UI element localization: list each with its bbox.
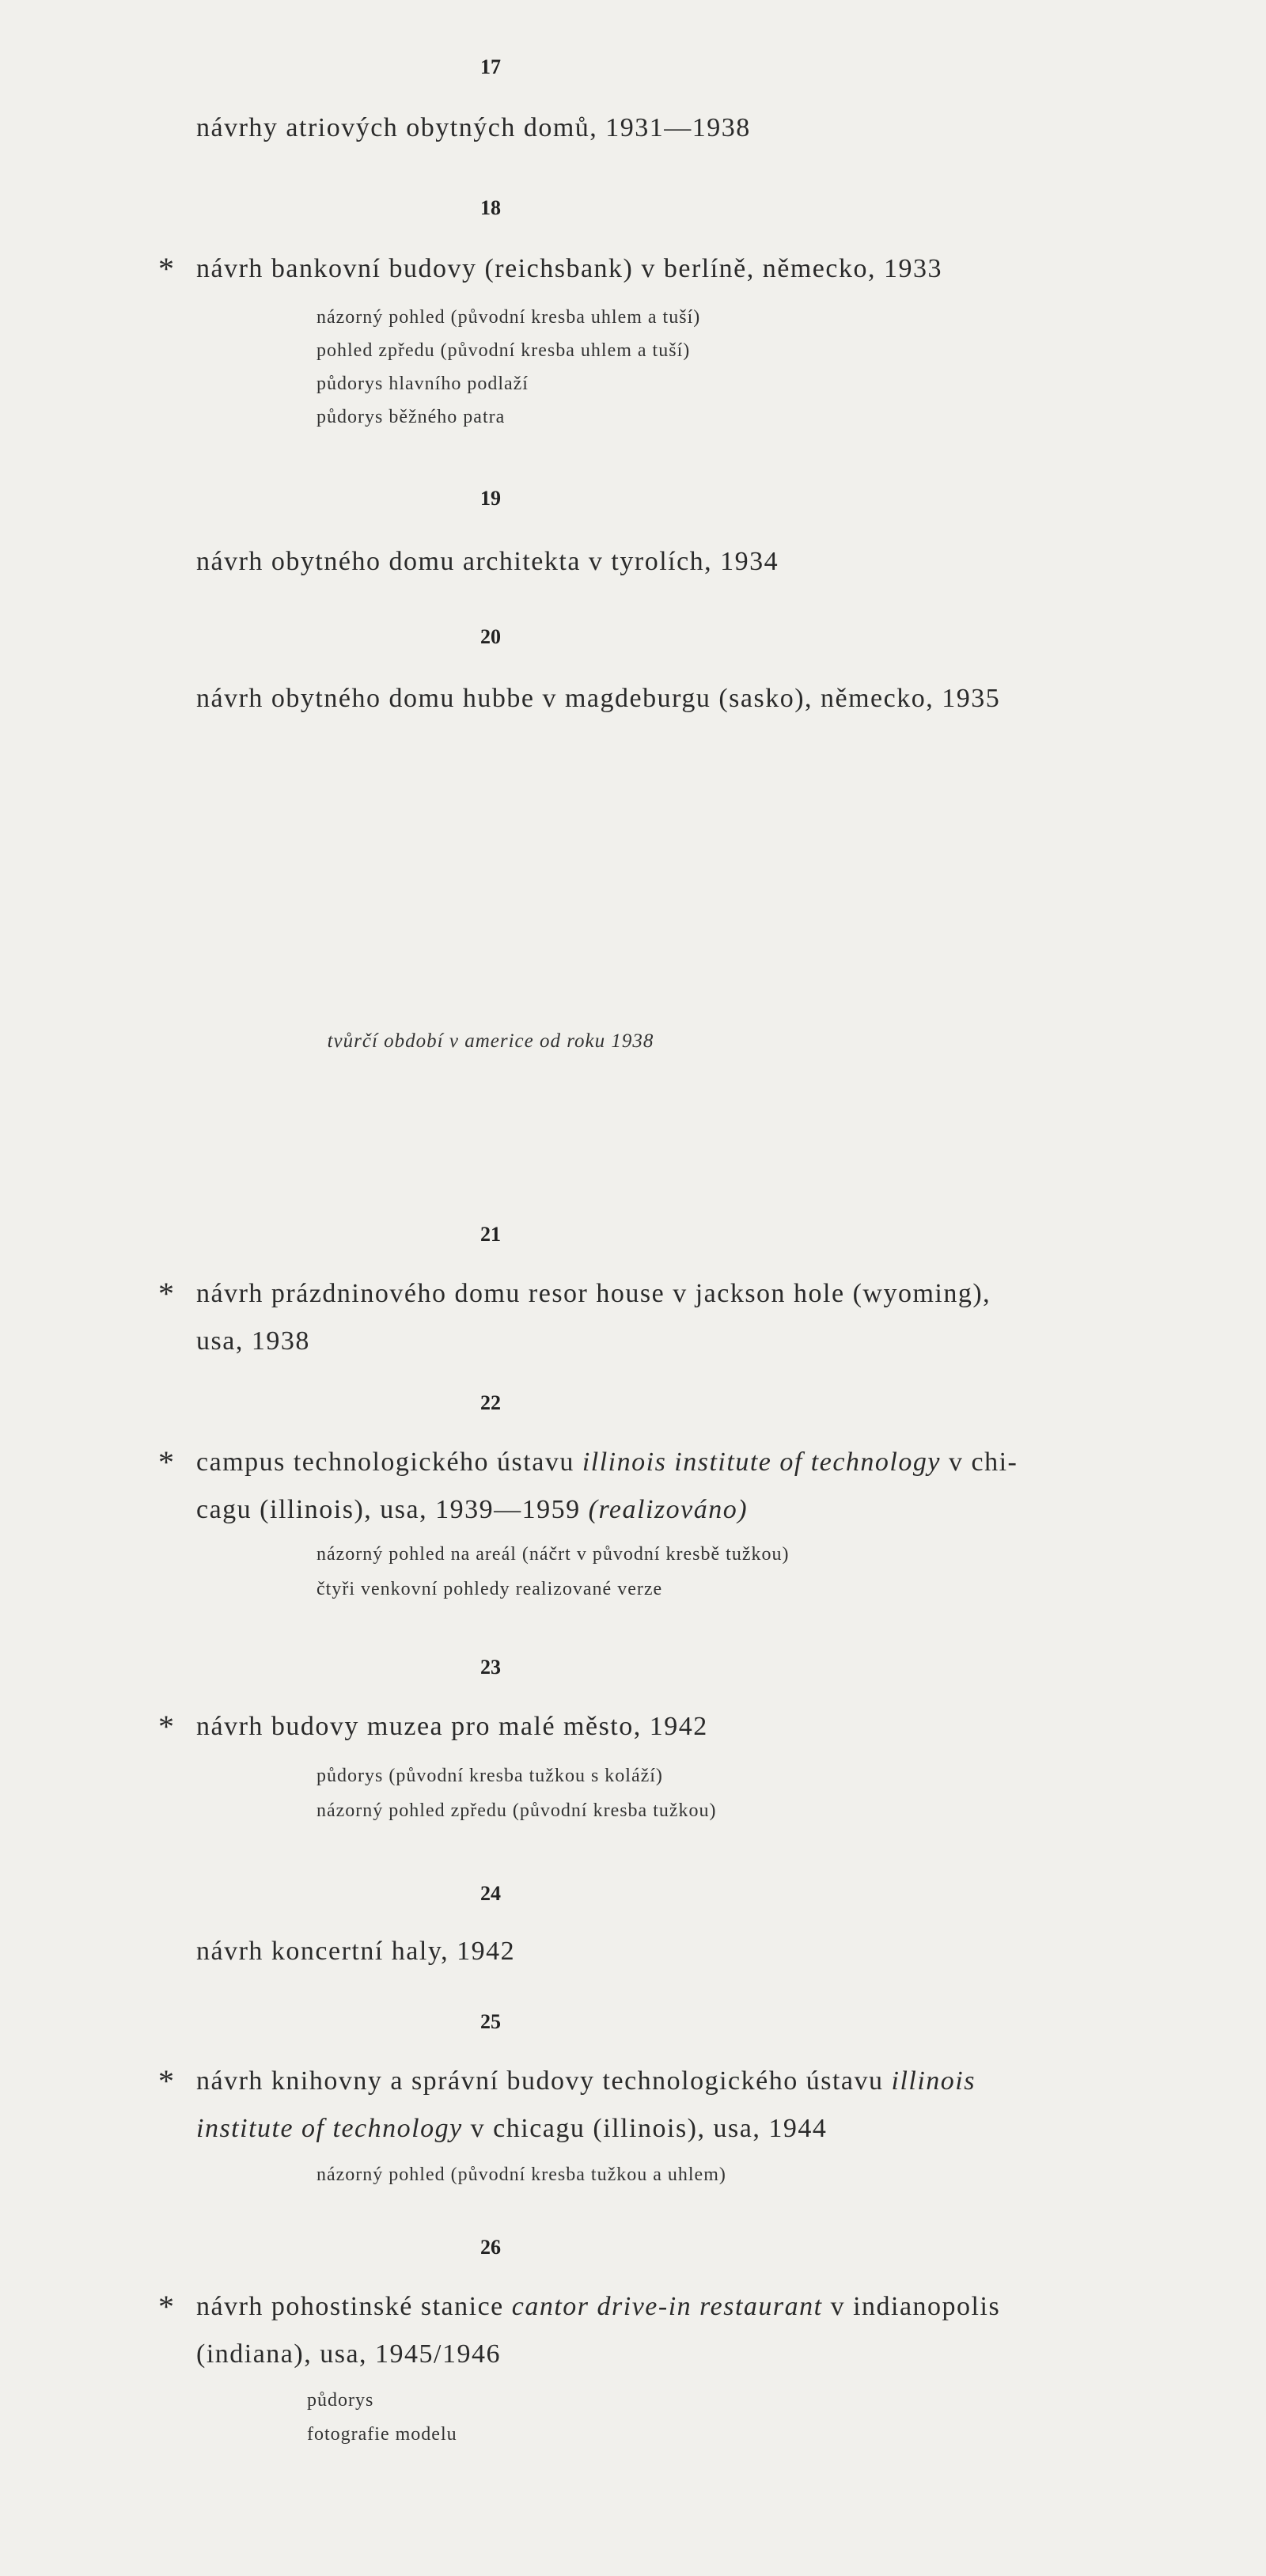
title-italic: institute of technology — [196, 2114, 463, 2143]
item-detail: názorný pohled (původní kresba uhlem a tuší) — [316, 307, 701, 328]
item-title-line — [196, 2058, 976, 2105]
item-number: 20 — [480, 625, 501, 648]
item-title — [158, 1439, 1018, 1534]
item-detail: půdorys — [307, 2390, 374, 2411]
item-detail: názorný pohled zpředu (původní kresba tužkou) — [316, 1800, 717, 1821]
title-text: cagu (illinois), usa, 1939—1959 — [196, 1495, 589, 1524]
item-detail: čtyři venkovní pohledy realizované verze — [316, 1579, 663, 1599]
item-number: 18 — [480, 196, 501, 219]
title-text: campus technologického ústavu — [196, 1447, 582, 1477]
item-detail: půdorys hlavního podlaží — [316, 374, 529, 394]
title-italic: cantor drive-in restaurant — [511, 2292, 823, 2321]
item-title-line: návrh prázdninového domu resor house v jackson hole (wyoming), — [196, 1279, 991, 1308]
item-title: návrh obytného domu architekta v tyrolích, 1934 — [196, 547, 779, 576]
item-detail: pohled zpředu (původní kresba uhlem a tuší) — [316, 340, 691, 361]
item-title-line: usa, 1938 — [196, 1326, 310, 1356]
item-title-line — [196, 1486, 1018, 1534]
item-number: 26 — [480, 2236, 501, 2259]
title-text: v chicagu (illinois), usa, 1944 — [462, 2114, 828, 2143]
item-title-line — [196, 2105, 976, 2153]
item-detail: půdorys běžného patra — [316, 407, 506, 427]
item-title: návrh koncertní haly, 1942 — [196, 1937, 516, 1966]
item-detail: fotografie modelu — [307, 2424, 457, 2445]
title-italic: illinois institute of technology — [582, 1447, 941, 1477]
item-number: 25 — [480, 2010, 501, 2033]
title-italic: (realizováno) — [588, 1495, 749, 1524]
title-italic: illinois — [891, 2066, 976, 2096]
asterisk-icon: * — [158, 1444, 176, 1480]
item-number: 21 — [480, 1223, 501, 1246]
item-title: návrh obytného domu hubbe v magdeburgu (sasko), německo, 1935 — [196, 684, 1001, 713]
item-title — [158, 245, 942, 293]
item-title-line — [196, 2283, 1000, 2331]
item-title — [158, 1270, 991, 1365]
item-detail: názorný pohled (původní kresba tužkou a uhlem) — [316, 2164, 726, 2185]
section-heading: tvůrčí období v americe od roku 1938 — [327, 1030, 654, 1052]
title-text: v chi- — [940, 1447, 1018, 1477]
item-title-text: návrh budovy muzea pro malé město, 1942 — [196, 1712, 708, 1741]
item-number: 17 — [480, 55, 501, 78]
asterisk-icon: * — [158, 2289, 176, 2324]
asterisk-icon: * — [158, 1276, 176, 1311]
item-number: 24 — [480, 1882, 501, 1905]
item-detail: názorný pohled na areál (náčrt v původní kresbě tužkou) — [316, 1544, 790, 1565]
item-title — [158, 2283, 1001, 2378]
title-text: v indianopolis — [822, 2292, 1001, 2321]
asterisk-icon: * — [158, 2063, 176, 2099]
item-number: 23 — [480, 1656, 501, 1679]
item-title — [158, 2058, 976, 2153]
item-title: návrhy atriových obytných domů, 1931—1938 — [196, 113, 751, 142]
asterisk-icon: * — [158, 251, 176, 286]
item-title-text: návrh bankovní budovy (reichsbank) v berlíně, německo, 1933 — [196, 254, 942, 283]
title-text: návrh knihovny a správní budovy technologického ústavu — [196, 2066, 892, 2096]
title-text: návrh pohostinské stanice — [196, 2292, 512, 2321]
item-title-line — [196, 1439, 1018, 1486]
item-title-line: (indiana), usa, 1945/1946 — [196, 2339, 501, 2369]
item-number: 19 — [480, 487, 501, 510]
item-detail: půdorys (původní kresba tužkou s koláží) — [316, 1766, 663, 1786]
asterisk-icon: * — [158, 1709, 176, 1744]
item-title — [158, 1703, 708, 1751]
item-number: 22 — [480, 1391, 501, 1414]
